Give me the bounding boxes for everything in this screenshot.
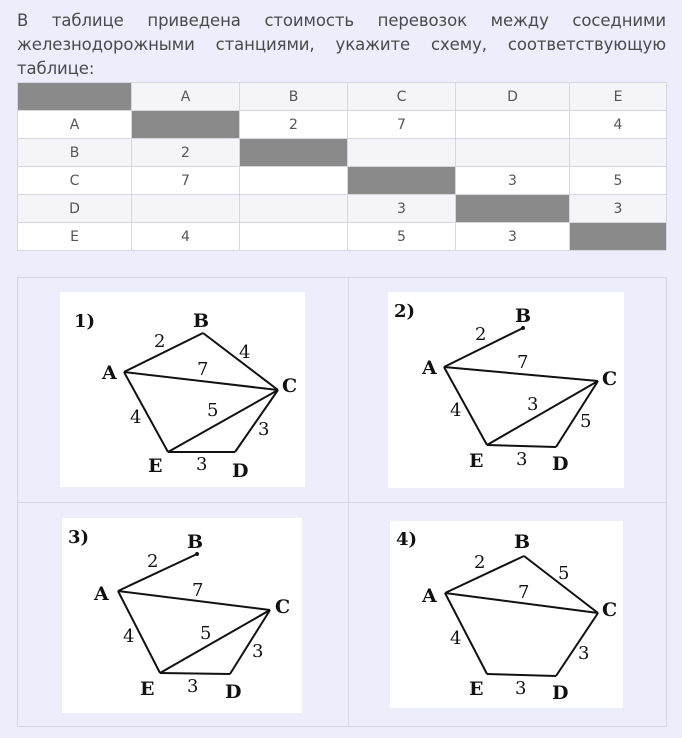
row-label: A bbox=[18, 111, 132, 139]
edge-e-d bbox=[487, 674, 556, 676]
table-cell bbox=[348, 139, 456, 167]
edge-weight: 3 bbox=[527, 394, 539, 415]
edge-weight: 2 bbox=[474, 552, 486, 573]
node-label-a: A bbox=[422, 357, 437, 379]
table-cell: 4 bbox=[570, 111, 667, 139]
table-cell: 3 bbox=[456, 167, 570, 195]
node-label-e: E bbox=[469, 450, 484, 472]
edge-weight: 3 bbox=[187, 676, 199, 697]
edge-weight: 2 bbox=[475, 324, 487, 345]
edge-c-d bbox=[230, 610, 270, 674]
edge-weight: 7 bbox=[192, 580, 204, 601]
option-3-diagram[interactable] bbox=[62, 518, 302, 713]
node-label-a: A bbox=[102, 362, 117, 384]
table-cell bbox=[132, 195, 240, 223]
edge-weight: 5 bbox=[558, 563, 570, 584]
row-label: B bbox=[18, 139, 132, 167]
node-label-a: A bbox=[94, 583, 109, 605]
edge-weight: 2 bbox=[154, 331, 166, 352]
table-cell: 7 bbox=[132, 167, 240, 195]
table-cell: 7 bbox=[348, 111, 456, 139]
graph-option-3 bbox=[62, 518, 302, 713]
table-cell bbox=[570, 223, 667, 251]
edge-weight: 3 bbox=[258, 419, 270, 440]
edge-weight: 4 bbox=[450, 400, 462, 421]
table-row bbox=[18, 167, 667, 195]
edge-weight: 5 bbox=[200, 623, 212, 644]
edge-weight: 3 bbox=[252, 641, 264, 662]
table-row bbox=[18, 111, 667, 139]
table-cell: 5 bbox=[348, 223, 456, 251]
edge-weight: 5 bbox=[580, 411, 592, 432]
node-label-b: B bbox=[187, 531, 204, 553]
option-label: 3) bbox=[68, 527, 90, 548]
node-label-c: C bbox=[275, 596, 291, 618]
edge-weight: 3 bbox=[515, 678, 527, 699]
table-cell bbox=[348, 167, 456, 195]
edge-weight: 3 bbox=[516, 449, 528, 470]
option-2-diagram[interactable] bbox=[388, 292, 624, 488]
table-header-row bbox=[18, 83, 667, 111]
table-row bbox=[18, 223, 667, 251]
table-header-cell: E bbox=[570, 83, 667, 111]
table-cell bbox=[456, 195, 570, 223]
table-cell bbox=[240, 167, 348, 195]
table-cell: 4 bbox=[132, 223, 240, 251]
table-cell bbox=[240, 139, 348, 167]
table-cell: 3 bbox=[570, 195, 667, 223]
graph-option-2 bbox=[388, 292, 624, 488]
table-header-cell: D bbox=[456, 83, 570, 111]
node-label-d: D bbox=[552, 453, 569, 475]
table-corner-cell bbox=[18, 83, 132, 111]
node-label-c: C bbox=[602, 599, 618, 621]
table-cell: 3 bbox=[456, 223, 570, 251]
row-label: E bbox=[18, 223, 132, 251]
option-4-diagram[interactable] bbox=[390, 521, 623, 708]
node-label-d: D bbox=[225, 681, 242, 703]
node-label-b: B bbox=[193, 310, 210, 332]
table-cell: 2 bbox=[132, 139, 240, 167]
edge-e-d bbox=[487, 445, 556, 447]
table-cell: 3 bbox=[348, 195, 456, 223]
table-row bbox=[18, 139, 667, 167]
graph-option-1 bbox=[60, 292, 305, 487]
edge-weight: 7 bbox=[197, 359, 209, 380]
edge-weight: 5 bbox=[207, 400, 219, 421]
edge-weight: 4 bbox=[130, 407, 142, 428]
table-cell: 5 bbox=[570, 167, 667, 195]
table-row bbox=[18, 195, 667, 223]
node-label-e: E bbox=[148, 455, 163, 477]
edge-weight: 3 bbox=[578, 643, 590, 664]
node-label-b: B bbox=[515, 305, 532, 327]
table-cell bbox=[570, 139, 667, 167]
edge-e-d bbox=[160, 673, 230, 674]
edge-weight: 4 bbox=[450, 628, 462, 649]
option-label: 1) bbox=[74, 311, 96, 332]
edge-weight: 4 bbox=[239, 342, 251, 363]
edge-c-d bbox=[235, 390, 278, 452]
table-cell bbox=[240, 223, 348, 251]
option-1-diagram[interactable] bbox=[60, 292, 305, 487]
table-header-cell: A bbox=[132, 83, 240, 111]
node-label-d: D bbox=[232, 460, 249, 482]
option-label: 2) bbox=[394, 301, 416, 322]
option-label: 4) bbox=[396, 529, 418, 550]
node-label-e: E bbox=[469, 678, 484, 700]
edge-c-d bbox=[556, 613, 598, 676]
node-label-c: C bbox=[602, 368, 618, 390]
grid-divider bbox=[18, 502, 666, 503]
table-cell bbox=[456, 111, 570, 139]
node-label-d: D bbox=[552, 682, 569, 704]
row-label: C bbox=[18, 167, 132, 195]
edge-c-d bbox=[556, 381, 598, 447]
edge-weight: 2 bbox=[147, 551, 159, 572]
table-cell: 2 bbox=[240, 111, 348, 139]
edge-weight: 3 bbox=[196, 454, 208, 475]
table-cell bbox=[240, 195, 348, 223]
edge-weight: 7 bbox=[518, 582, 530, 603]
question-text: В таблице приведена стоимость перевозок между соседними железнодорожными станциями, укажите схему, соответствующую таблице: bbox=[17, 11, 666, 78]
node-label-a: A bbox=[422, 585, 437, 607]
node-label-c: C bbox=[282, 375, 298, 397]
table-cell bbox=[132, 111, 240, 139]
table-cell bbox=[456, 139, 570, 167]
row-label: D bbox=[18, 195, 132, 223]
edge-weight: 4 bbox=[123, 626, 135, 647]
node-label-e: E bbox=[140, 678, 155, 700]
table-header-cell: C bbox=[348, 83, 456, 111]
node-label-b: B bbox=[514, 531, 531, 553]
edge-weight: 7 bbox=[517, 352, 529, 373]
table-header-cell: B bbox=[240, 83, 348, 111]
graph-option-4 bbox=[390, 521, 623, 708]
cost-table bbox=[17, 82, 667, 251]
